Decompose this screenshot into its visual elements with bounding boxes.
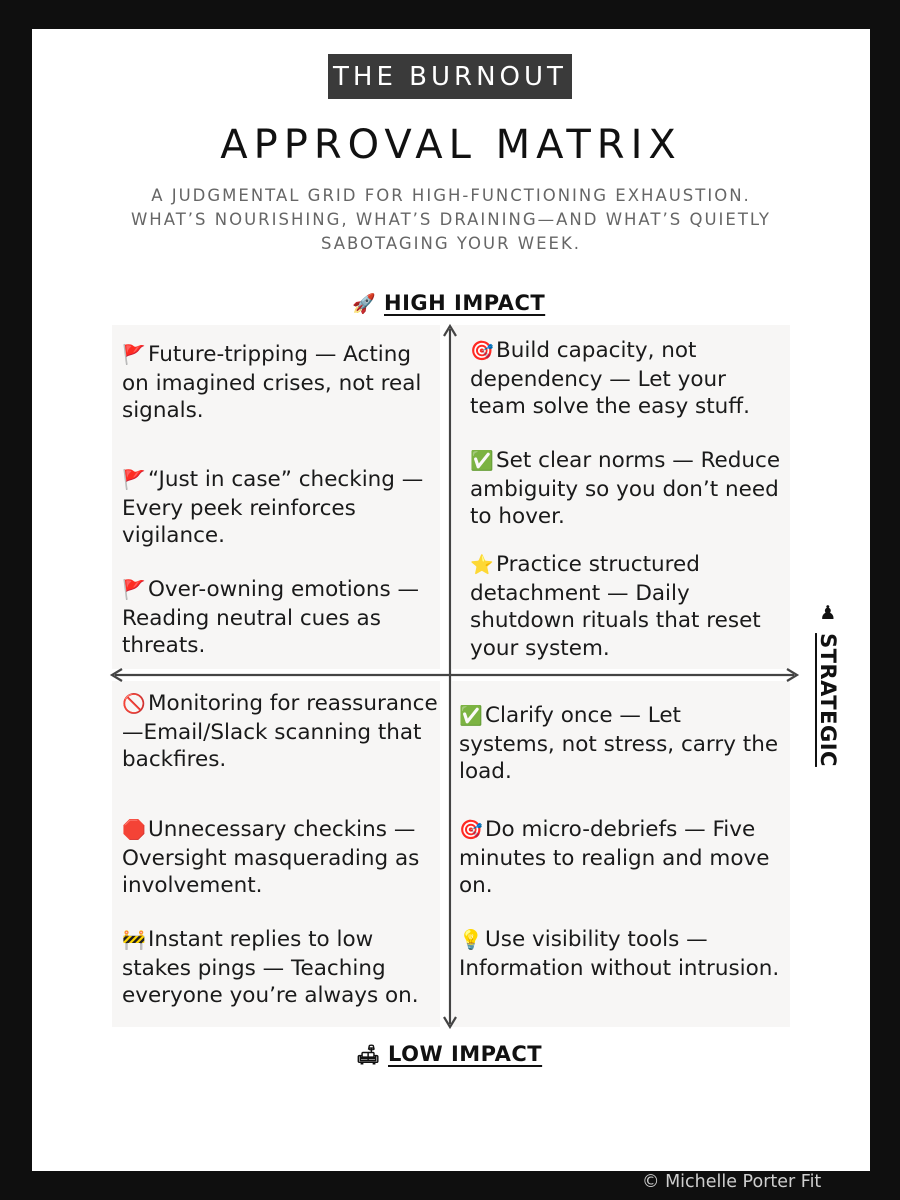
axis-bottom-text: LOW IMPACT	[388, 1042, 543, 1066]
item-text: Do micro-debriefs — Five minutes to realign and move on.	[459, 817, 770, 898]
axis-right-text: STRATEGIC	[816, 633, 840, 767]
list-item	[122, 926, 440, 1010]
list-item	[470, 551, 782, 662]
item-text: Over-owning emotions — Reading neutral cues as threats.	[122, 577, 419, 658]
construction-barrier-icon: 🚧	[122, 929, 146, 951]
check-mark-icon: ✅	[459, 705, 483, 727]
axis-top-text: HIGH IMPACT	[384, 291, 546, 315]
list-item	[470, 447, 782, 531]
target-icon: 🎯	[459, 819, 483, 841]
list-item	[470, 337, 782, 421]
list-item	[459, 702, 781, 786]
page-subtitle: A JUDGMENTAL GRID FOR HIGH-FUNCTIONING EXHAUSTION. WHAT’S NOURISHING, WHAT’S DRAINING—AND WHAT’S QUIETLY SABOTAGING YOUR WEEK.	[130, 186, 771, 253]
red-flag-icon: 🚩	[122, 579, 146, 601]
red-flag-icon: 🚩	[122, 469, 146, 491]
matrix-sheet	[32, 29, 870, 1171]
item-text: Instant replies to low stakes pings — Teaching everyone you’re always on.	[122, 927, 419, 1008]
target-icon: 🎯	[470, 340, 494, 362]
list-item	[459, 816, 781, 900]
header-tag: THE BURNOUT	[328, 54, 572, 99]
item-text: Set clear norms — Reduce ambiguity so you don’t need to hover.	[470, 448, 781, 529]
item-text: “Just in case” checking — Every peek reinforces vigilance.	[122, 467, 424, 548]
item-text: Build capacity, not dependency — Let your team solve the easy stuff.	[470, 338, 750, 419]
item-text: Monitoring for reassurance—Email/Slack scanning that backfires.	[122, 691, 438, 772]
star-icon: ⭐	[470, 554, 494, 576]
check-mark-icon: ✅	[470, 450, 494, 472]
page-title: APPROVAL MATRIX	[220, 122, 682, 168]
item-text: Unnecessary checkins — Oversight masquerading as involvement.	[122, 817, 420, 898]
list-item	[122, 341, 440, 425]
prohibited-icon: 🚫	[122, 693, 146, 715]
axis-label-low-impact	[356, 1042, 542, 1066]
chess-pawn-icon: ♟	[819, 602, 837, 625]
item-text: Clarify once — Let systems, not stress, carry the load.	[459, 703, 779, 784]
item-text: Practice structured detachment — Daily shutdown rituals that reset your system.	[470, 552, 761, 661]
stop-sign-icon: 🛑	[122, 819, 146, 841]
rocket-icon: 🚀	[352, 292, 377, 315]
item-text: Use visibility tools — Information without intrusion.	[459, 927, 780, 981]
couch-icon: 🛋	[356, 1043, 381, 1066]
item-text: Future-tripping — Acting on imagined crises, not real signals.	[122, 342, 422, 423]
axis-label-strategic	[816, 601, 840, 767]
list-item	[122, 466, 440, 550]
list-item	[122, 816, 440, 900]
copyright-text: © Michelle Porter Fit	[642, 1172, 822, 1192]
list-item	[122, 576, 440, 660]
red-flag-icon: 🚩	[122, 344, 146, 366]
list-item	[459, 926, 781, 982]
list-item	[122, 690, 440, 774]
light-bulb-icon: 💡	[459, 929, 483, 951]
